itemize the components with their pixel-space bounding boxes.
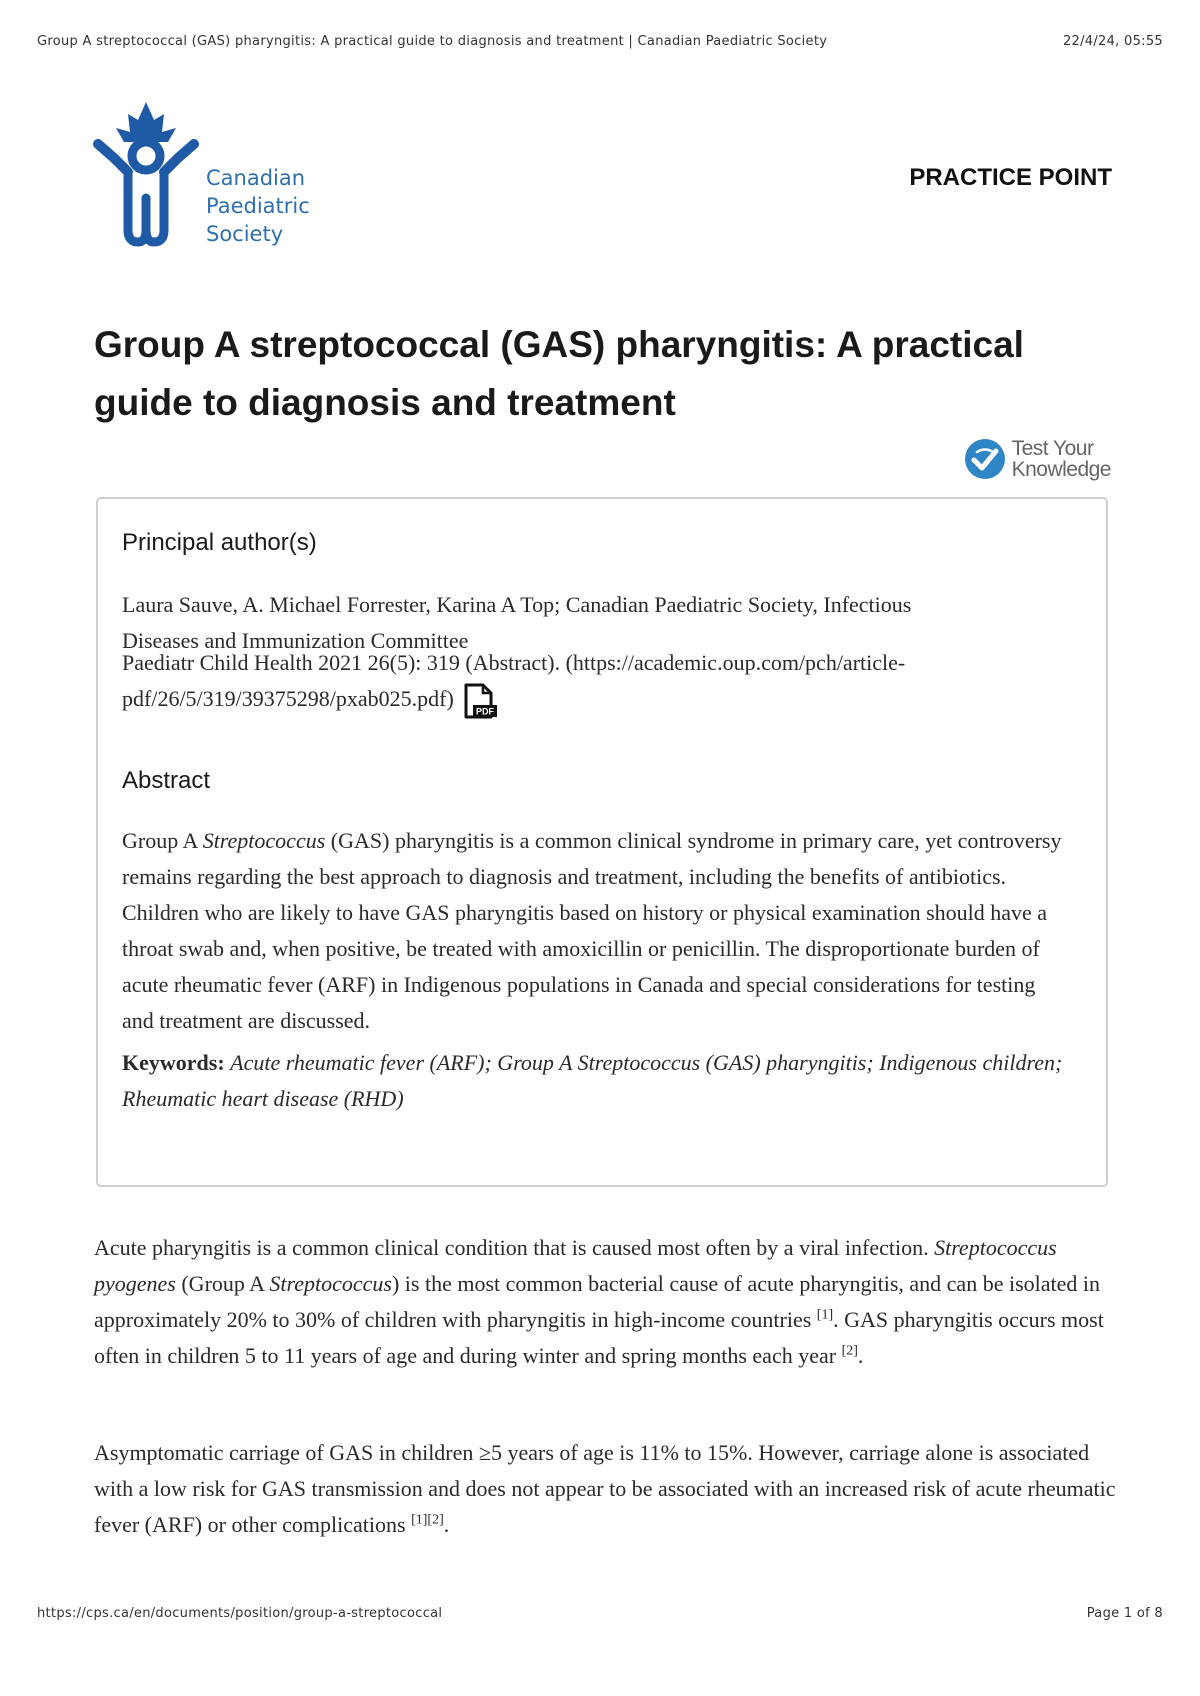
citation-text	[122, 645, 1072, 719]
abstract-italic: Streptococcus	[202, 828, 326, 853]
logo-line-1: Canadian	[206, 166, 306, 190]
cps-logo[interactable]	[92, 98, 332, 258]
tyk-line-1: Test Your	[1011, 437, 1094, 460]
cps-maple-leaf-figure-icon	[92, 98, 204, 248]
test-your-knowledge-link[interactable]	[964, 438, 1111, 480]
print-footer	[37, 1606, 1163, 1621]
practice-point-label: PRACTICE POINT	[909, 164, 1112, 191]
logo-line-3: Society	[206, 222, 284, 246]
abstract-heading: Abstract	[122, 767, 211, 794]
print-footer-page: Page 1 of 8	[1086, 1606, 1163, 1621]
reference-link-1[interactable]: [1]	[816, 1307, 834, 1323]
keywords-label: Keywords:	[122, 1050, 225, 1075]
keywords-text	[122, 1045, 1072, 1117]
logo-line-2: Paediatric	[206, 194, 310, 218]
print-header-title: Group A streptococcal (GAS) pharyngitis: A practical guide to diagnosis and treatment | Canadian Paediatric Society	[37, 34, 828, 49]
print-footer-url: https://cps.ca/en/documents/position/group-a-streptococcal	[37, 1606, 443, 1621]
citation-line-2[interactable]: pdf/26/5/319/39375298/pxab025.pdf)	[122, 686, 454, 711]
print-header	[37, 34, 1163, 49]
abstract-prefix: Group A	[122, 828, 203, 853]
p1-italic-1: Streptococcus pyogenes	[94, 1235, 1057, 1296]
pdf-file-icon[interactable]	[463, 683, 497, 719]
page-title-line-2: guide to diagnosis and treatment	[94, 382, 676, 423]
authors-line-2: Diseases and Immunization Committee	[122, 628, 469, 653]
body-paragraph-2	[94, 1435, 1124, 1543]
p1-text-d: . GAS pharyngitis occurs most often in children 5 to 11 years of age and during winter and spring months each year	[94, 1307, 1104, 1368]
p1-italic-2: Streptococcus	[269, 1271, 392, 1296]
authors-line-1: Laura Sauve, A. Michael Forrester, Karina A Top; Canadian Paediatric Society, Infectious	[122, 592, 912, 617]
p2-text-b: .	[443, 1512, 450, 1537]
principal-authors-heading: Principal author(s)	[122, 529, 317, 556]
reference-link-1[interactable]: [1]	[411, 1512, 428, 1528]
p1-text-b: (Group A	[175, 1271, 270, 1296]
test-your-knowledge-text	[1012, 438, 1111, 480]
citation-line-1[interactable]: Paediatr Child Health 2021 26(5): 319 (Abstract). (https://academic.oup.com/pch/article-	[122, 650, 906, 675]
page-title-line-1: Group A streptococcal (GAS) pharyngitis: A practical	[94, 324, 1024, 365]
summary-box	[96, 497, 1108, 1187]
reference-link-2[interactable]: [2]	[427, 1512, 444, 1528]
reference-link-2[interactable]: [2]	[841, 1343, 858, 1359]
p1-text-c: ) is the most common bacterial cause of acute pharyngitis, and can be isolated in approximately 20% to 30% of children with pharyngitis in high-income countries	[94, 1271, 1101, 1332]
p1-text-a: Acute pharyngitis is a common clinical condition that is caused most often by a viral infection.	[94, 1235, 935, 1260]
p2-text-a: Asymptomatic carriage of GAS in children ≥5 years of age is 11% to 15%. However, carriage alone is associated with a low risk for GAS transmission and does not appear to be associated with an increased risk of acute rheumatic fever (ARF) or other complications	[94, 1440, 1116, 1537]
page-title	[94, 316, 1124, 432]
abstract-rest: (GAS) pharyngitis is a common clinical syndrome in primary care, yet controversy remains regarding the best approach to diagnosis and treatment, including the benefits of antibiotics. Children who are likely to have GAS pharyngitis based on history or physical examination should have a throat swab and, when positive, be treated with amoxicillin or penicillin. The disproportionate burden of acute rheumatic fever (ARF) in Indigenous populations in Canada and special considerations for testing and treatment are discussed.	[122, 828, 1062, 1033]
pdf-icon-label: PDF	[476, 706, 495, 717]
print-header-datetime: 22/4/24, 05:55	[1062, 34, 1163, 49]
body-paragraph-1	[94, 1230, 1124, 1374]
cps-logo-text	[206, 164, 310, 248]
keywords-list: Acute rheumatic fever (ARF); Group A Streptococcus (GAS) pharyngitis; Indigenous children; Rheumatic heart disease (RHD)	[122, 1050, 1063, 1111]
tyk-line-2: Knowledge	[1011, 458, 1111, 481]
check-badge-icon	[964, 438, 1006, 480]
p1-text-e: .	[857, 1343, 864, 1368]
abstract-text	[122, 823, 1072, 1039]
